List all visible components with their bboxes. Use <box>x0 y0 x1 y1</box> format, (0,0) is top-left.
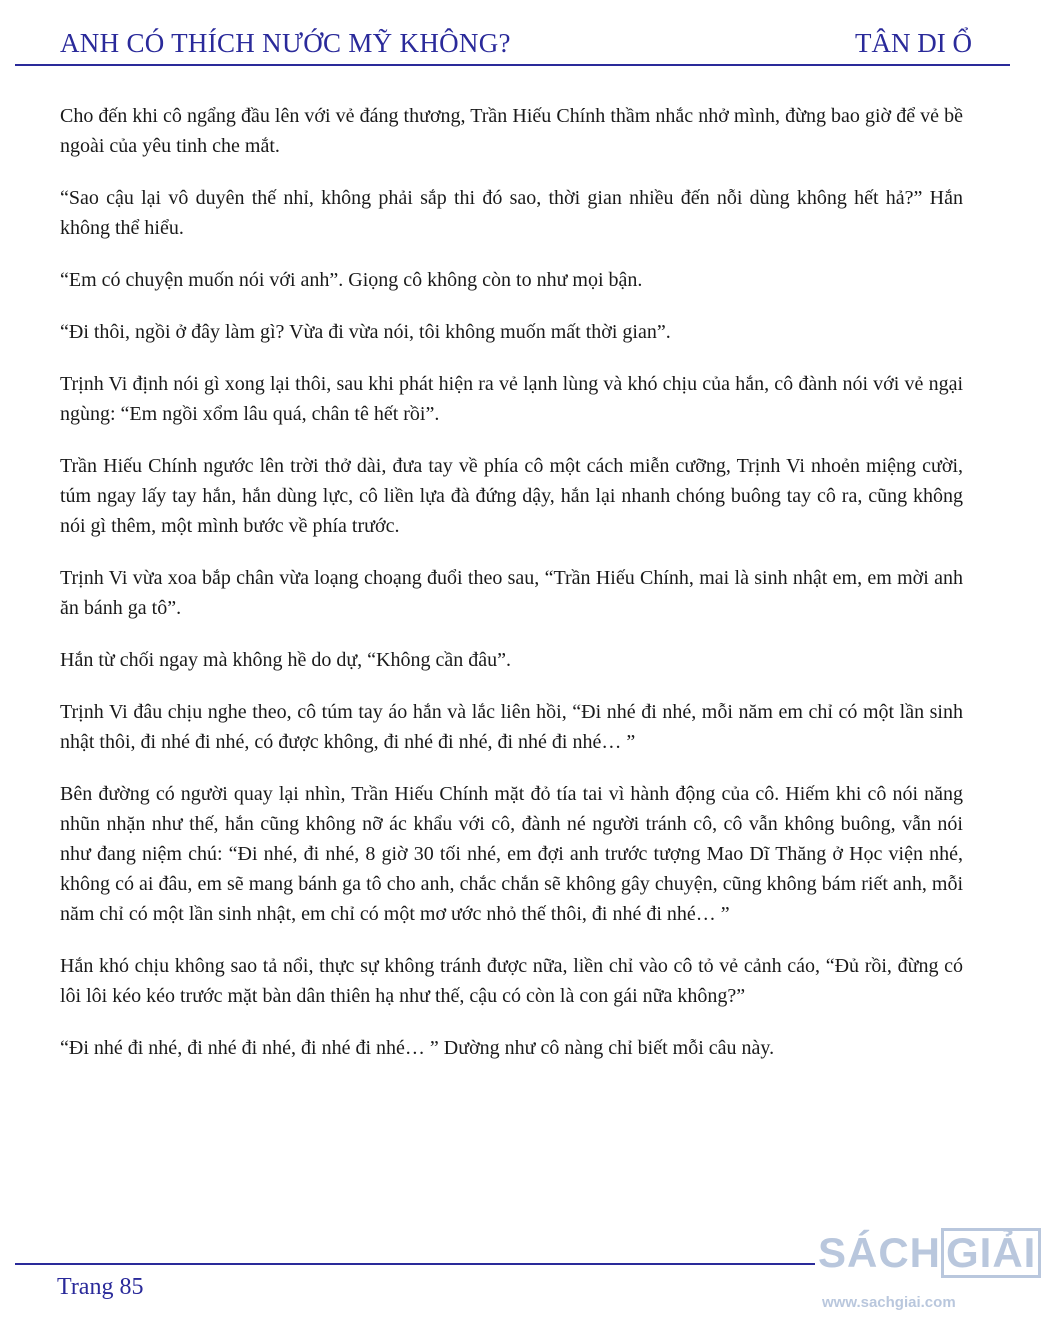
watermark-url: www.sachgiai.com <box>822 1294 956 1311</box>
paragraph: “Đi thôi, ngồi ở đây làm gì? Vừa đi vừa nói, tôi không muốn mất thời gian”. <box>60 321 671 343</box>
footer-divider <box>15 1263 815 1265</box>
paragraph: Hắn từ chối ngay mà không hề do dự, “Không cần đâu”. <box>60 649 512 671</box>
paragraph: Cho đến khi cô ngẩng đầu lên với vẻ đáng thương, Trần Hiếu Chính thầm nhắc nhở mình, đừng bao giờ để vẻ bề ngoài của yêu tinh che mắt. <box>60 105 963 157</box>
paragraph: “Đi nhé đi nhé, đi nhé đi nhé, đi nhé đi nhé… ” Dường như cô nàng chỉ biết mỗi câu này. <box>60 1037 775 1059</box>
paragraph: Bên đường có người quay lại nhìn, Trần Hiếu Chính mặt đỏ tía tai vì hành động của cô. Hiếm khi cô nói năng nhũn nhặn như thế, hắn cũng không nỡ ác khẩu với cô, đành né người tránh cô, cô vẫn không buông, vẫn nói như đang niệm chú: “Đi nhé, đi nhé, 8 giờ 30 tối nhé, em đợi anh trước tượng Mao Dĩ Thăng ở Học viện nhé, không có ai đâu, em sẽ mang bánh ga tô cho anh, chắc chắn sẽ không gây chuyện, cũng không bám riết anh, mỗi năm chỉ có một lần sinh nhật, em chỉ có một mơ ước nhỏ thế thôi, đi nhé đi nhé… ” <box>60 783 963 925</box>
watermark-logo-part-1: SÁCH <box>818 1229 942 1276</box>
paragraph: “Sao cậu lại vô duyên thế nhỉ, không phải sắp thi đó sao, thời gian nhiều đến nỗi dùng không hết hả?” Hắn không thể hiểu. <box>60 187 963 239</box>
paragraph: Trịnh Vi đâu chịu nghe theo, cô túm tay áo hắn và lắc liên hồi, “Đi nhé đi nhé, mỗi năm em chỉ có một lần sinh nhật thôi, đi nhé đi nhé, có được không, đi nhé đi nhé, đi nhé đi nhé… ” <box>60 701 963 753</box>
author-name: TÂN DI Ổ <box>855 28 972 58</box>
paragraph: Trịnh Vi vừa xoa bắp chân vừa loạng choạng đuổi theo sau, “Trần Hiếu Chính, mai là sinh nhật em, em mời anh ăn bánh ga tô”. <box>60 567 963 619</box>
chapter-body <box>60 101 963 1085</box>
paragraph: Trần Hiếu Chính ngước lên trời thở dài, đưa tay về phía cô một cách miễn cưỡng, Trịnh Vi nhoẻn miệng cười, túm ngay lấy tay hắn, hắn dùng lực, cô liền lựa đà đứng dậy, hắn lại nhanh chóng buông tay cô ra, cũng không nói gì thêm, một mình bước về phía trước. <box>60 455 963 537</box>
paragraph: Trịnh Vi định nói gì xong lại thôi, sau khi phát hiện ra vẻ lạnh lùng và khó chịu của hắn, cô đành nói với vẻ ngại ngùng: “Em ngồi xổm lâu quá, chân tê hết rồi”. <box>60 373 963 425</box>
page-header <box>15 22 1010 66</box>
page-number: Trang 85 <box>57 1274 144 1300</box>
watermark-logo-text <box>818 1228 1037 1288</box>
paragraph: Hắn khó chịu không sao tả nổi, thực sự không tránh được nữa, liền chỉ vào cô tỏ vẻ cảnh cáo, “Đủ rồi, đừng có lôi lôi kéo kéo trước mặt bàn dân thiên hạ như thế, cậu có còn là con gái nữa không?” <box>60 955 963 1007</box>
paragraph: “Em có chuyện muốn nói với anh”. Giọng cô không còn to như mọi bận. <box>60 269 643 291</box>
watermark-logo-part-2: GIẢI <box>941 1228 1041 1278</box>
header-divider <box>15 64 1010 66</box>
watermark-logo <box>818 1228 1037 1320</box>
book-title: ANH CÓ THÍCH NƯỚC MỸ KHÔNG? <box>60 28 511 58</box>
